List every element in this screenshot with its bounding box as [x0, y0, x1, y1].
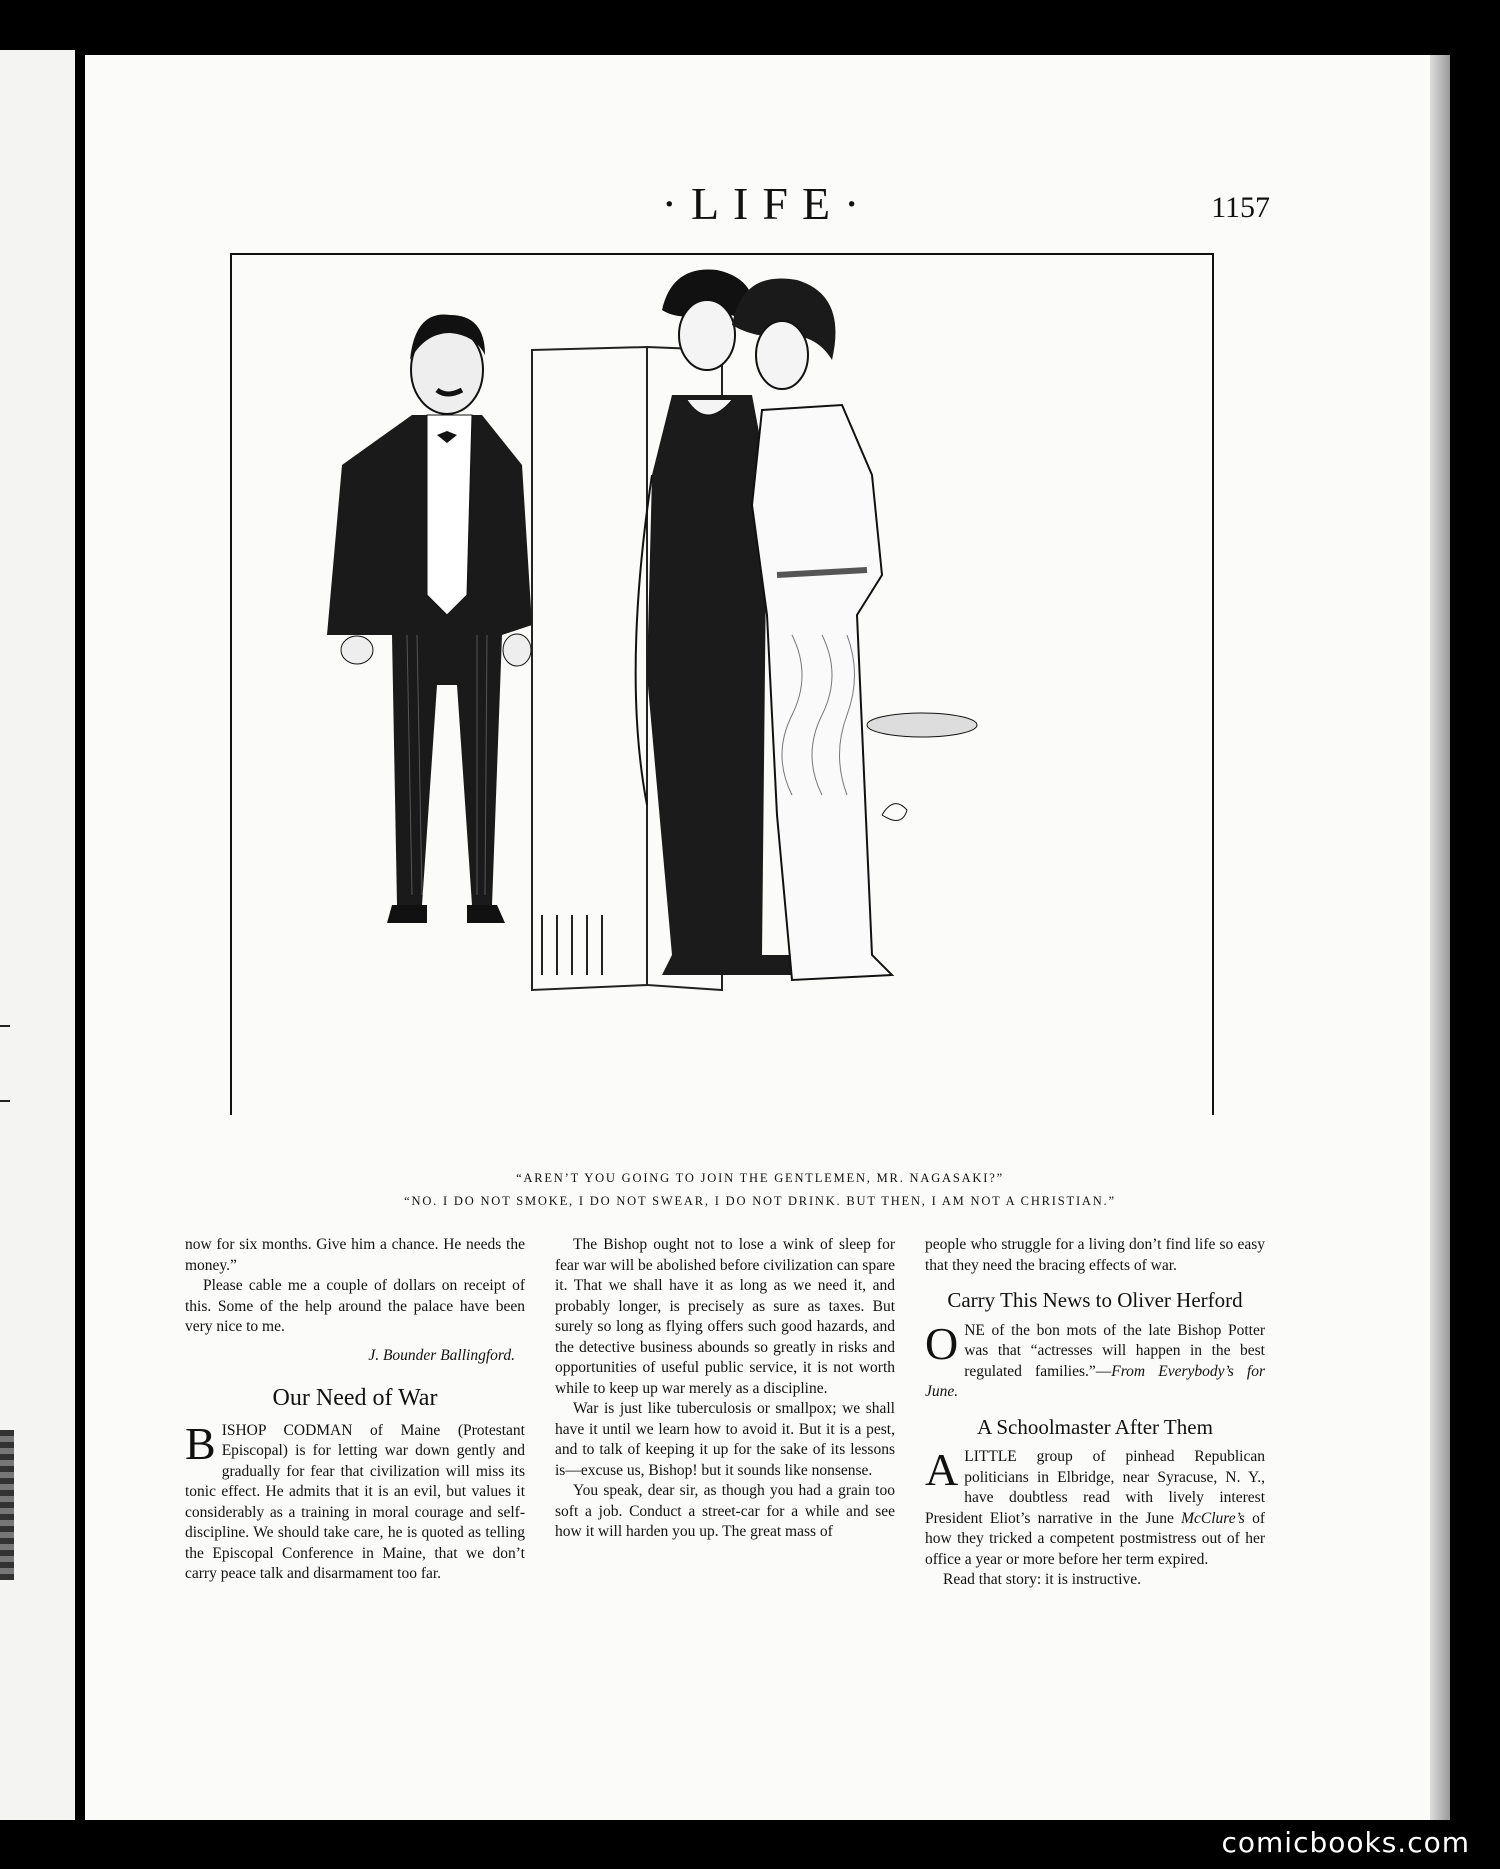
- column-2: [555, 1235, 895, 1543]
- left-page-edge: [0, 50, 75, 1820]
- paragraph: You speak, dear sir, as though you had a grain too soft a job. Conduct a street-car for a while and see how it will harden you up. The great mass of: [555, 1482, 895, 1540]
- gentleman-figure: [327, 315, 532, 923]
- paragraph: now for six months. Give him a chance. He needs the money.”: [185, 1236, 525, 1274]
- article-heading: Our Need of War: [272, 1385, 438, 1411]
- paragraph: The Bishop ought not to lose a wink of sleep for fear war will be abolished before civilization can spare it. That we shall have it as long as we need it, and probably longer, is precisely as sure as taxes. But surely so long as flying offers such good hazards, and the detective business abounds so greatly in risks and opportunities of useful public service, it is not worth while to keep up war merely as a discipline.: [555, 1236, 895, 1397]
- magazine-page: [85, 55, 1450, 1820]
- margin-mark: [0, 1100, 10, 1102]
- column-1: [185, 1235, 525, 1585]
- paragraph: people who struggle for a living don’t find life so easy that they need the bracing effects of war.: [925, 1236, 1265, 1274]
- cartoon-drawing: [232, 255, 1212, 1115]
- left-page-figure-fragment: [0, 1430, 14, 1580]
- paragraph: ALITTLE group of pinhead Republican politicians in Elbridge, near Syracuse, N. Y., have doubtless read with lively interest President Eliot’s narrative in the June McClure’s of how they tricked a competent postmistress out of her office a year or more before her term expired.: [925, 1444, 1266, 1568]
- cartoon-illustration: [230, 253, 1214, 1115]
- column-3: [925, 1235, 1265, 1591]
- page-edge: [1430, 55, 1450, 1820]
- paragraph: BISHOP CODMAN of Maine (Protestant Episcopal) is for letting war down gently and gradually for fear that civilization will miss its tonic effect. He admits that it is an evil, but values it considerably as a training in moral courage and self-discipline. We should take care, he is quoted as telling the Episcopal Conference in Maine, that we don’t carry peace talk and disarmament too far.: [185, 1417, 525, 1582]
- paragraph: Please cable me a couple of dollars on receipt of this. Some of the help around the palace have been very nice to me.: [185, 1277, 525, 1335]
- paragraph: Read that story: it is instructive.: [943, 1571, 1142, 1588]
- paragraph: War is just like tuberculosis or smallpox; we shall have it until we learn how to avoid it. But it is a pest, and to talk of keeping it up for the sake of its lessons is—excuse us, Bishop! but it sounds like nonsense.: [555, 1400, 895, 1479]
- drop-cap: A: [925, 1444, 959, 1495]
- lady-light-gown-figure: [732, 278, 977, 980]
- page-number: 1157: [1211, 191, 1270, 224]
- caption-line-2: “NO. I DO NOT SMOKE, I DO NOT SWEAR, I DO NOT DRINK. BUT THEN, I AM NOT A CHRISTIAN.”: [404, 1194, 1116, 1208]
- caption-line-1: “AREN’T YOU GOING TO JOIN THE GENTLEMEN, MR. NAGASAKI?”: [516, 1171, 1004, 1185]
- artist-signature-mark: [882, 804, 907, 821]
- source-citation: From Everybody’s for June.: [925, 1362, 1265, 1400]
- paragraph: ONE of the bon mots of the late Bishop Potter was that “actresses will happen in the best regulated families.”—From Everybody’s for June.: [925, 1317, 1265, 1400]
- magazine-title: McClure’s: [1181, 1509, 1245, 1527]
- drop-cap: B: [185, 1417, 216, 1469]
- margin-mark: [0, 1025, 10, 1027]
- article-heading: Carry This News to Oliver Herford: [947, 1288, 1243, 1312]
- article-heading: A Schoolmaster After Them: [977, 1414, 1213, 1439]
- signature: J. Bounder Ballingford.: [368, 1346, 515, 1364]
- watermark[interactable]: comicbooks.com: [1221, 1826, 1470, 1859]
- masthead: ·LIFE·: [661, 178, 874, 229]
- drop-cap: O: [925, 1317, 959, 1369]
